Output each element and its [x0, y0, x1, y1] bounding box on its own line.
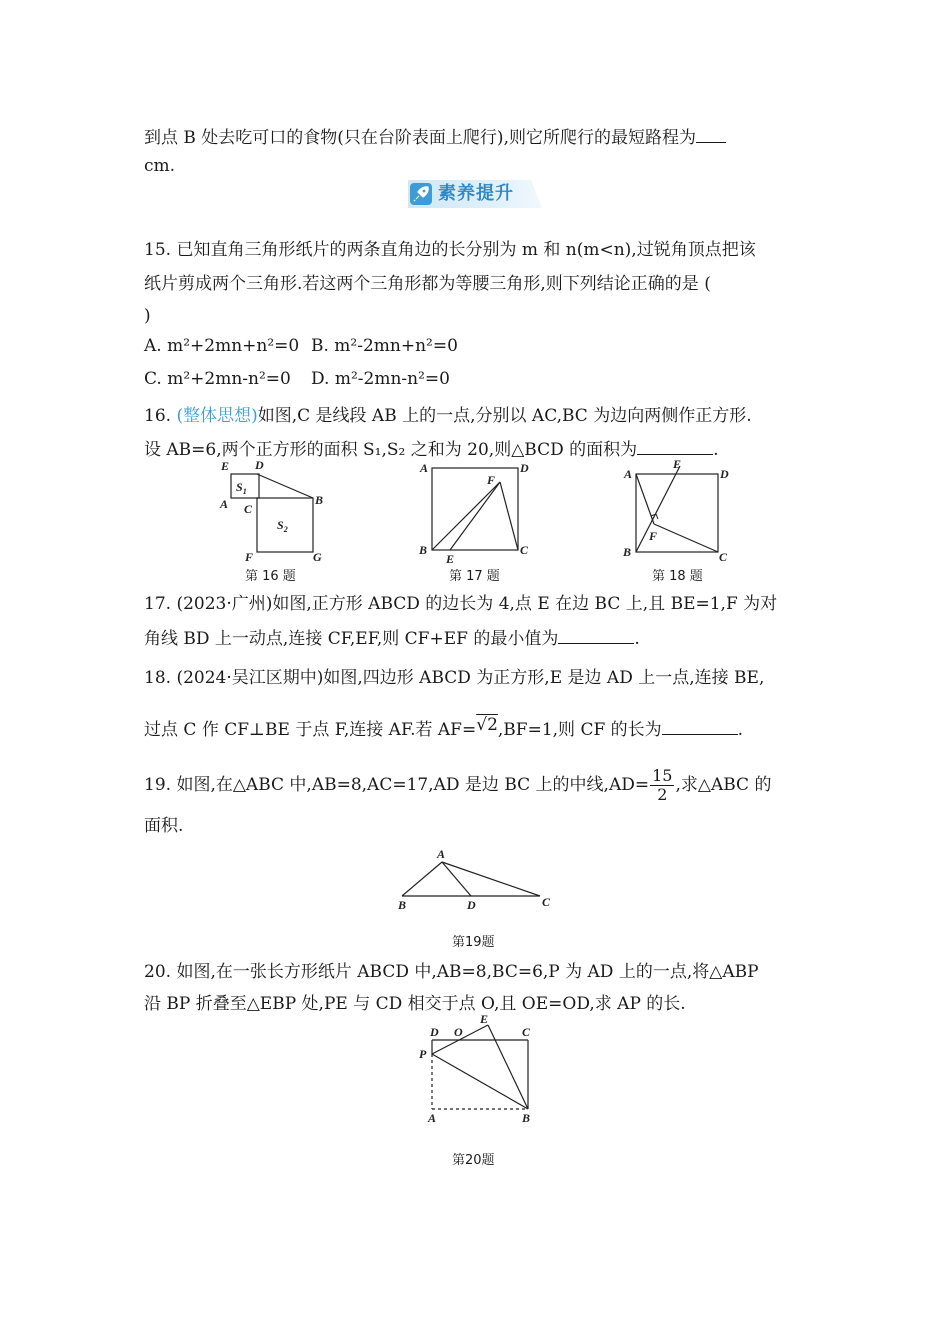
- fraction-denominator: 2: [657, 785, 668, 804]
- q16-line1: [144, 404, 752, 428]
- label-f: F: [245, 550, 254, 564]
- figure-18: [618, 456, 738, 570]
- label-s1: $S_1$: [236, 480, 247, 496]
- q15-line1: 15. 已知直角三角形纸片的两条直角边的长分别为 m 和 n(m<n),过锐角顶点把该: [144, 240, 756, 260]
- label-c: C: [542, 895, 551, 909]
- q18-text2a: 过点 C 作 CF⊥BE 于点 F,连接 AF.若 AF=: [144, 720, 477, 740]
- q15-line2: 纸片剪成两个三角形.若这两个三角形都为等腰三角形,则下列结论正确的是 (: [144, 274, 711, 294]
- q18-line1: 18. (2024·吴江区期中)如图,四边形 ABCD 为正方形,E 是边 AD 上一点,连接 BE,: [144, 668, 765, 688]
- label-a: A: [437, 847, 446, 861]
- label-d: D: [255, 458, 264, 472]
- q14-line1: [144, 124, 726, 150]
- fig19-caption: 第19题: [452, 935, 495, 950]
- q15-option-c[interactable]: C. m²+2mn-n²=0: [144, 369, 291, 389]
- fig18-caption: 第 18 题: [652, 569, 703, 584]
- q16-text2: 设 AB=6,两个正方形的面积 S₁,S₂ 之和为 20,则△BCD 的面积为: [144, 440, 638, 460]
- q17-text2: 角线 BD 上一动点,连接 CF,EF,则 CF+EF 的最小值为: [144, 629, 559, 649]
- answer-blank[interactable]: [662, 716, 738, 735]
- label-a: A: [624, 467, 633, 481]
- q19-text1b: ,求△ABC 的: [675, 775, 772, 795]
- q16-number: 16.: [144, 406, 172, 426]
- q20-line1: 20. 如图,在一张长方形纸片 ABCD 中,AB=8,BC=6,P 为 AD 上的一点,将△ABP: [144, 962, 759, 982]
- label-e: E: [673, 457, 682, 471]
- label-e: E: [446, 552, 455, 566]
- label-s2: $S_2$: [277, 518, 288, 534]
- label-a: A: [420, 461, 429, 475]
- answer-blank[interactable]: [696, 124, 726, 143]
- fraction-numerator: 15: [652, 766, 673, 785]
- q18-root: √2: [476, 715, 498, 735]
- q20-line2: 沿 BP 折叠至△EBP 处,PE 与 CD 相交于点 O,且 OE=OD,求 AP 的长.: [144, 994, 686, 1014]
- q18-end: .: [737, 720, 744, 740]
- label-g: G: [313, 550, 322, 564]
- label-b: B: [315, 493, 324, 507]
- label-c: C: [244, 502, 253, 516]
- label-a: A: [220, 497, 229, 511]
- figure-16: [215, 456, 335, 570]
- label-d: D: [520, 461, 529, 475]
- figure-19: [392, 842, 562, 914]
- label-b: B: [522, 1111, 531, 1125]
- label-b: B: [623, 545, 632, 559]
- q17-end: .: [634, 629, 640, 649]
- q15-option-d[interactable]: D. m²-2mn-n²=0: [311, 369, 450, 389]
- label-c: C: [520, 543, 529, 557]
- q14-text: 到点 B 处去吃可口的食物(只在台阶表面上爬行),则它所爬行的最短路程为: [144, 128, 696, 148]
- figure-20: [414, 1012, 540, 1126]
- fig20-caption: 第20题: [452, 1153, 495, 1168]
- q15-option-b[interactable]: B. m²-2mn+n²=0: [311, 336, 458, 356]
- label-o: O: [454, 1025, 463, 1039]
- q17-line1: 17. (2023·广州)如图,正方形 ABCD 的边长为 4,点 E 在边 BC 上,且 BE=1,F 为对: [144, 594, 778, 614]
- fig17-caption: 第 17 题: [449, 569, 500, 584]
- label-e: E: [480, 1012, 489, 1026]
- badge-label: 素养提升: [438, 183, 514, 204]
- label-d: D: [430, 1025, 439, 1039]
- q16-tag: (整体思想): [176, 406, 258, 426]
- label-c: C: [522, 1025, 531, 1039]
- label-p: P: [419, 1047, 427, 1061]
- label-f: F: [649, 529, 658, 543]
- label-d: D: [467, 898, 476, 912]
- q15-option-a[interactable]: A. m²+2mn+n²=0: [144, 336, 300, 356]
- section-badge: [408, 180, 542, 208]
- label-a: A: [428, 1111, 437, 1125]
- q19-line1: [144, 762, 771, 808]
- q15-line3: ): [144, 306, 151, 326]
- answer-blank[interactable]: [558, 625, 634, 644]
- rocket-icon: [410, 183, 432, 205]
- q18-line2: [144, 716, 743, 742]
- q19-line2: 面积.: [144, 816, 184, 836]
- figure-17: [414, 456, 534, 570]
- label-f: F: [487, 473, 496, 487]
- answer-blank[interactable]: [637, 436, 713, 455]
- q14-line2: cm.: [144, 156, 176, 176]
- fig16-caption: 第 16 题: [245, 569, 296, 584]
- label-d: D: [720, 467, 729, 481]
- q16-text: 如图,C 是线段 AB 上的一点,分别以 AC,BC 为边向两侧作正方形.: [257, 406, 752, 426]
- label-e: E: [221, 459, 230, 473]
- label-c: C: [719, 550, 728, 564]
- label-b: B: [419, 543, 428, 557]
- q16-end: .: [713, 440, 719, 460]
- label-b: B: [398, 898, 407, 912]
- q19-text1a: 19. 如图,在△ABC 中,AB=8,AC=17,AD 是边 BC 上的中线,AD=: [144, 775, 650, 795]
- q18-text2b: ,BF=1,则 CF 的长为: [497, 720, 662, 740]
- q17-line2: [144, 625, 640, 651]
- q19-fraction: [650, 767, 674, 804]
